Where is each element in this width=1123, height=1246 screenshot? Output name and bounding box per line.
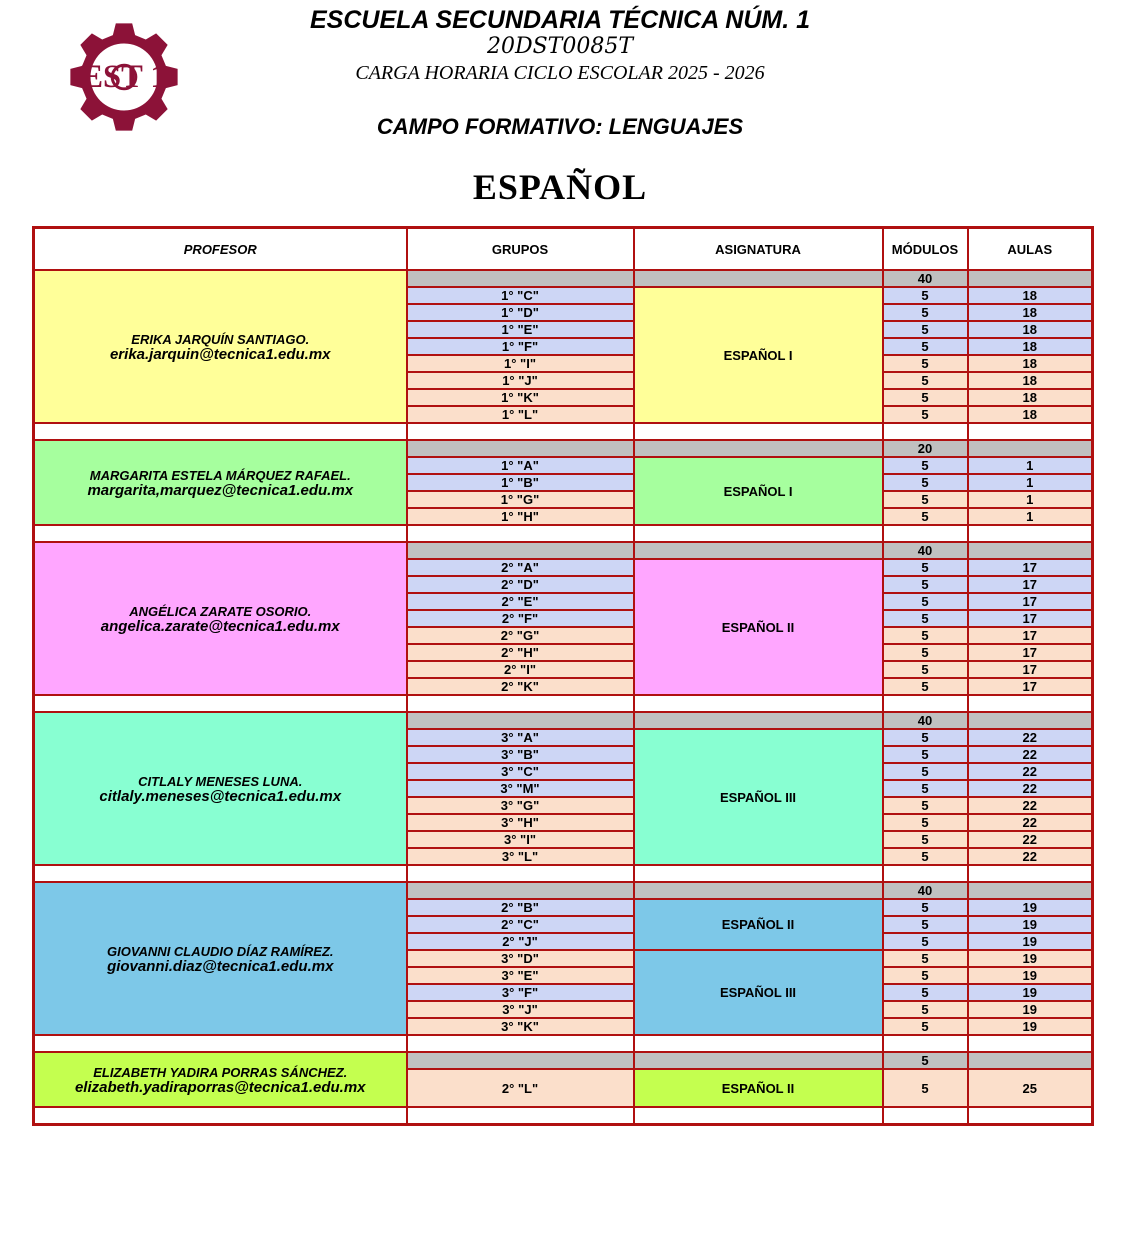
total-groups-cell [407,440,634,457]
teacher-total-row [34,542,1093,559]
spacer-cell [34,1035,407,1052]
spacer-cell [34,423,407,440]
spacer-cell [34,865,407,882]
group-cell: 3° "F" [407,984,634,1001]
group-cell: 3° "B" [407,746,634,763]
group-cell: 3° "L" [407,848,634,865]
spacer-cell [634,695,883,712]
aula-cell: 19 [968,916,1093,933]
group-cell: 2° "F" [407,610,634,627]
spacer-row [34,423,1093,440]
subject-title: ESPAÑOL [472,167,648,207]
total-subject-cell [634,270,883,287]
total-modules: 20 [883,440,968,457]
col-header-aulas: AULAS [968,228,1093,271]
aula-cell: 18 [968,372,1093,389]
spacer-cell [883,423,968,440]
spacer-cell [407,1035,634,1052]
teacher-total-row [34,882,1093,899]
teacher-name: ELIZABETH YADIRA PORRAS SÁNCHEZ. [93,1064,348,1080]
group-cell: 2° "L" [407,1069,634,1107]
spacer-cell [968,1107,1093,1125]
modules-cell: 5 [883,916,968,933]
group-cell: 2° "K" [407,678,634,695]
modules-cell: 5 [883,797,968,814]
total-aulas-cell [968,882,1093,899]
aula-cell: 22 [968,814,1093,831]
aula-cell: 22 [968,763,1093,780]
aula-cell: 18 [968,338,1093,355]
teacher-cell [34,270,407,423]
aula-cell: 19 [968,984,1093,1001]
spacer-cell [634,423,883,440]
modules-cell: 5 [883,950,968,967]
modules-cell: 5 [883,814,968,831]
modules-cell: 5 [883,457,968,474]
spacer-cell [883,1107,968,1125]
aula-cell: 22 [968,729,1093,746]
teacher-email: angelica.zarate@tecnica1.edu.mx [100,617,340,635]
modules-cell: 5 [883,746,968,763]
aula-cell: 22 [968,831,1093,848]
modules-cell: 5 [883,474,968,491]
aula-cell: 17 [968,627,1093,644]
group-cell: 1° "C" [407,287,634,304]
total-groups-cell [407,270,634,287]
modules-cell: 5 [883,406,968,423]
spacer-cell [407,525,634,542]
group-cell: 2° "H" [407,644,634,661]
subject-cell: ESPAÑOL II [634,1069,883,1107]
group-cell: 3° "K" [407,1018,634,1035]
col-header-profesor: PROFESOR [34,228,407,271]
aula-cell: 17 [968,559,1093,576]
modules-cell: 5 [883,372,968,389]
modules-cell: 5 [883,559,968,576]
teacher-name: MARGARITA ESTELA MÁRQUEZ RAFAEL. [89,467,351,483]
modules-cell: 5 [883,304,968,321]
teacher-name: GIOVANNI CLAUDIO DÍAZ RAMÍREZ. [106,943,334,959]
subject-cell: ESPAÑOL II [634,559,883,695]
group-cell: 1° "E" [407,321,634,338]
group-cell: 2° "A" [407,559,634,576]
aula-cell: 17 [968,593,1093,610]
aula-cell: 18 [968,304,1093,321]
modules-cell: 5 [883,389,968,406]
aula-cell: 19 [968,933,1093,950]
spacer-cell [883,865,968,882]
aula-cell: 19 [968,967,1093,984]
modules-cell: 5 [883,321,968,338]
modules-cell: 5 [883,644,968,661]
aula-cell: 17 [968,678,1093,695]
modules-cell: 5 [883,678,968,695]
group-cell: 1° "I" [407,355,634,372]
subject-cell: ESPAÑOL I [634,287,883,423]
spacer-cell [883,695,968,712]
logo-text: EST 1 [81,58,167,95]
teacher-email: citlaly.meneses@tecnica1.edu.mx [99,787,342,805]
aula-cell: 18 [968,287,1093,304]
total-subject-cell [634,542,883,559]
modules-cell: 5 [883,1001,968,1018]
aula-cell: 17 [968,576,1093,593]
aula-cell: 1 [968,508,1093,525]
total-subject-cell [634,712,883,729]
spacer-cell [968,1035,1093,1052]
spacer-cell [968,423,1093,440]
teacher-total-row [34,440,1093,457]
spacer-cell [968,695,1093,712]
group-cell: 2° "B" [407,899,634,916]
teacher-email: giovanni.diaz@tecnica1.edu.mx [107,957,334,975]
school-logo [55,12,193,142]
modules-cell: 5 [883,1018,968,1035]
teacher-total-row [34,1052,1093,1069]
col-header-grupos: GRUPOS [407,228,634,271]
campo-formativo: CAMPO FORMATIVO: LENGUAJES [376,114,744,139]
aula-cell: 18 [968,355,1093,372]
spacer-cell [968,865,1093,882]
modules-cell: 5 [883,508,968,525]
modules-cell: 5 [883,661,968,678]
aula-cell: 19 [968,1018,1093,1035]
aula-cell: 19 [968,950,1093,967]
total-aulas-cell [968,270,1093,287]
aula-cell: 18 [968,389,1093,406]
total-groups-cell [407,542,634,559]
col-header-modulos: MÓDULOS [883,228,968,271]
group-cell: 1° "J" [407,372,634,389]
modules-cell: 5 [883,338,968,355]
group-cell: 1° "B" [407,474,634,491]
teacher-name: ERIKA JARQUÍN SANTIAGO. [131,331,310,347]
total-modules: 5 [883,1052,968,1069]
group-cell: 1° "L" [407,406,634,423]
group-cell: 2° "J" [407,933,634,950]
header-row [34,228,1093,271]
modules-cell: 5 [883,491,968,508]
group-cell: 3° "D" [407,950,634,967]
school-name: ESCUELA SECUNDARIA TÉCNICA NÚM. 1 [309,6,811,34]
aula-cell: 17 [968,661,1093,678]
spacer-row [34,525,1093,542]
teacher-total-row [34,270,1093,287]
aula-cell: 17 [968,644,1093,661]
subject-cell: ESPAÑOL I [634,457,883,525]
modules-cell: 5 [883,593,968,610]
subject-cell: ESPAÑOL III [634,729,883,865]
group-cell: 2° "G" [407,627,634,644]
group-cell: 1° "H" [407,508,634,525]
teacher-email: erika.jarquin@tecnica1.edu.mx [109,345,331,363]
total-subject-cell [634,440,883,457]
teacher-cell [34,712,407,865]
total-modules: 40 [883,542,968,559]
aula-cell: 1 [968,491,1093,508]
aula-cell: 22 [968,797,1093,814]
spacer-cell [634,1035,883,1052]
total-modules: 40 [883,882,968,899]
spacer-cell [634,865,883,882]
modules-cell: 5 [883,831,968,848]
aula-cell: 19 [968,899,1093,916]
spacer-row [34,865,1093,882]
aula-cell: 25 [968,1069,1093,1107]
group-cell: 1° "A" [407,457,634,474]
aula-cell: 1 [968,457,1093,474]
total-aulas-cell [968,542,1093,559]
subject-cell: ESPAÑOL II [634,899,883,950]
group-cell: 3° "M" [407,780,634,797]
total-modules: 40 [883,712,968,729]
spacer-cell [34,525,407,542]
carga-horaria-title: CARGA HORARIA CICLO ESCOLAR 2025 - 2026 [355,62,765,84]
aula-cell: 19 [968,1001,1093,1018]
aula-cell: 22 [968,848,1093,865]
spacer-row [34,1035,1093,1052]
teacher-cell [34,1052,407,1107]
spacer-row [34,1107,1093,1125]
spacer-cell [407,423,634,440]
modules-cell: 5 [883,610,968,627]
modules-cell: 5 [883,627,968,644]
group-cell: 2° "E" [407,593,634,610]
group-cell: 3° "H" [407,814,634,831]
group-cell: 3° "C" [407,763,634,780]
group-cell: 2° "I" [407,661,634,678]
total-groups-cell [407,1052,634,1069]
aula-cell: 18 [968,321,1093,338]
spacer-cell [883,1035,968,1052]
modules-cell: 5 [883,848,968,865]
total-aulas-cell [968,712,1093,729]
total-groups-cell [407,882,634,899]
spacer-cell [968,525,1093,542]
teacher-name: CITLALY MENESES LUNA. [138,773,303,789]
school-code: 20DST0085T [486,34,634,59]
total-groups-cell [407,712,634,729]
group-cell: 1° "K" [407,389,634,406]
modules-cell: 5 [883,967,968,984]
total-subject-cell [634,882,883,899]
group-cell: 2° "D" [407,576,634,593]
aula-cell: 1 [968,474,1093,491]
spacer-cell [407,1107,634,1125]
spacer-row [34,695,1093,712]
modules-cell: 5 [883,984,968,1001]
subject-cell: ESPAÑOL III [634,950,883,1035]
modules-cell: 5 [883,899,968,916]
group-cell: 1° "D" [407,304,634,321]
modules-cell: 5 [883,1069,968,1107]
total-modules: 40 [883,270,968,287]
aula-cell: 17 [968,610,1093,627]
spacer-cell [634,525,883,542]
teacher-email: margarita,marquez@tecnica1.edu.mx [87,481,354,499]
total-subject-cell [634,1052,883,1069]
modules-cell: 5 [883,355,968,372]
group-cell: 2° "C" [407,916,634,933]
spacer-cell [883,525,968,542]
teacher-cell [34,440,407,525]
modules-cell: 5 [883,729,968,746]
schedule-table [32,226,1094,1126]
spacer-cell [407,695,634,712]
total-aulas-cell [968,440,1093,457]
col-header-asignatura: ASIGNATURA [634,228,883,271]
group-cell: 3° "G" [407,797,634,814]
aula-cell: 22 [968,780,1093,797]
spacer-cell [34,1107,407,1125]
teacher-name: ANGÉLICA ZARATE OSORIO. [129,603,312,619]
group-cell: 3° "J" [407,1001,634,1018]
spacer-cell [34,695,407,712]
modules-cell: 5 [883,933,968,950]
teacher-email: elizabeth.yadiraporras@tecnica1.edu.mx [74,1078,366,1096]
teacher-cell [34,882,407,1035]
spacer-cell [634,1107,883,1125]
group-cell: 1° "G" [407,491,634,508]
modules-cell: 5 [883,287,968,304]
group-cell: 3° "E" [407,967,634,984]
aula-cell: 22 [968,746,1093,763]
spacer-cell [407,865,634,882]
group-cell: 1° "F" [407,338,634,355]
group-cell: 3° "I" [407,831,634,848]
teacher-cell [34,542,407,695]
group-cell: 3° "A" [407,729,634,746]
total-aulas-cell [968,1052,1093,1069]
modules-cell: 5 [883,576,968,593]
teacher-total-row [34,712,1093,729]
modules-cell: 5 [883,763,968,780]
aula-cell: 18 [968,406,1093,423]
modules-cell: 5 [883,780,968,797]
